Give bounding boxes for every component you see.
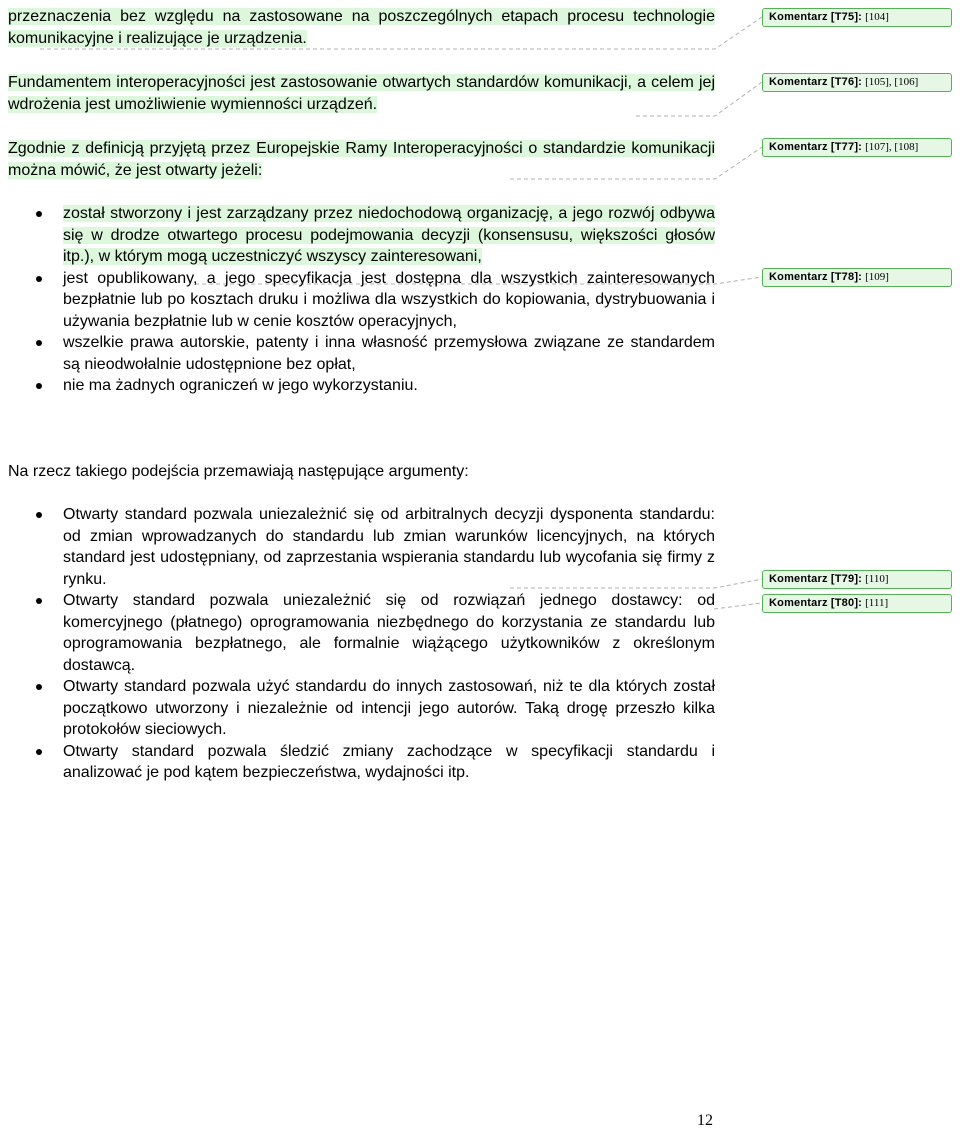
comment-label: Komentarz [T76]: [769,76,863,88]
comment-label: Komentarz [T80]: [769,597,863,609]
argument-item-text: Otwarty standard pozwala użyć standardu do innych zastosowań, niż te dla których został początkowo utworzony i niezależnie od intencji jego autorów. Taką drogę przeszło kilka protokołów sieciowych. [63,678,715,738]
page-number: 12 [697,1112,713,1129]
argument-item-text: Otwarty standard pozwala uniezależnić się od rozwiązań jednego dostawcy: od komercyjnego (płatnego) oprogramowania niezbędnego do korzystania ze standardu lub oprogramowania bezpłatnego, ale formalnie wiążącego użytkowników z określonym dostawcą. [63,592,715,674]
paragraph-2 [8,72,715,115]
comment-t77[interactable] [762,138,952,157]
paragraph-1 [8,6,715,49]
paragraph-1-text: przeznaczenia bez względu na zastosowane na poszczególnych etapach procesu technologie komunikacyjne i realizujące je urządzenia. [8,8,715,47]
arguments-list [8,504,715,784]
bullet-icon [36,684,42,690]
list-item [8,268,715,333]
comment-label: Komentarz [T78]: [769,271,863,283]
paragraph-2-text: Fundamentem interoperacyjności jest zastosowanie otwartych standardów komunikacji, a celem jej wdrożenia jest umożliwienie wymienności urządzeń. [8,74,715,113]
arguments-intro [8,461,715,483]
comment-label: Komentarz [T77]: [769,141,863,153]
arguments-intro-text: Na rzecz takiego podejścia przemawiają następujące argumenty: [8,463,469,480]
list-item [8,203,715,268]
bullet-icon [36,276,42,282]
comment-label: Komentarz [T79]: [769,573,863,585]
comment-refs: [109] [865,271,889,283]
comment-refs: [104] [865,11,889,23]
comment-refs: [107], [108] [865,141,919,153]
list-item [8,676,715,741]
criteria-item-text: jest opublikowany, a jego specyfikacja jest dostępna dla wszystkich zainteresowanych bezpłatnie lub po kosztach druku i możliwa dla wszystkich do kopiowania, dystrybuowania i używania bezpłatnie lub w cenie kosztów operacyjnych, [63,269,715,330]
comment-refs: [105], [106] [865,76,919,88]
comment-t80[interactable] [762,594,952,613]
criteria-item-text: wszelkie prawa autorskie, patenty i inna własność przemysłowa związane ze standardem są nieodwołalnie udostępnione bez opłat, [63,334,715,373]
paragraph-3-text: Zgodnie z definicją przyjętą przez Europejskie Ramy Interoperacyjności o standardzie komunikacji można mówić, że jest otwarty jeżeli: [8,140,715,179]
comment-refs: [111] [865,597,889,609]
comment-t76[interactable] [762,73,952,92]
comment-refs: [110] [865,573,889,585]
criteria-item-text: nie ma żadnych ograniczeń w jego wykorzystaniu. [63,377,418,394]
bullet-icon [36,340,42,346]
open-standard-criteria-list [8,203,715,397]
bullet-icon [36,749,42,755]
comment-label: Komentarz [T75]: [769,11,863,23]
comment-t75[interactable] [762,8,952,27]
comment-t78[interactable] [762,268,952,287]
criteria-item-text: został stworzony i jest zarządzany przez niedochodową organizację, a jego rozwój odbywa się w drodze otwartego procesu podejmowania decyzji (konsensusu, większości głosów itp.), w którym mogą uczestniczyć wszyscy zainteresowani, [63,205,715,265]
list-item [8,504,715,590]
comment-t79[interactable] [762,570,952,589]
bullet-icon [36,598,42,604]
argument-item-text: Otwarty standard pozwala uniezależnić się od arbitralnych decyzji dysponenta standardu: od zmian wprowadzanych do standardu lub zmian warunków licencyjnych, na których standard jest udostępniany, od zaprzestania wspierania standardu lub wycofania się firmy z rynku. [63,506,715,588]
list-item [8,332,715,375]
paragraph-3 [8,138,715,181]
leader-t80 [714,603,762,609]
list-item [8,741,715,784]
list-item [8,590,715,676]
bullet-icon [36,512,42,518]
bullet-icon [36,383,42,389]
list-item [8,375,715,397]
argument-item-text: Otwarty standard pozwala śledzić zmiany zachodzące w specyfikacji standardu i analizować je pod kątem bezpieczeństwa, wydajności itp. [63,742,715,781]
bullet-icon [36,211,42,217]
